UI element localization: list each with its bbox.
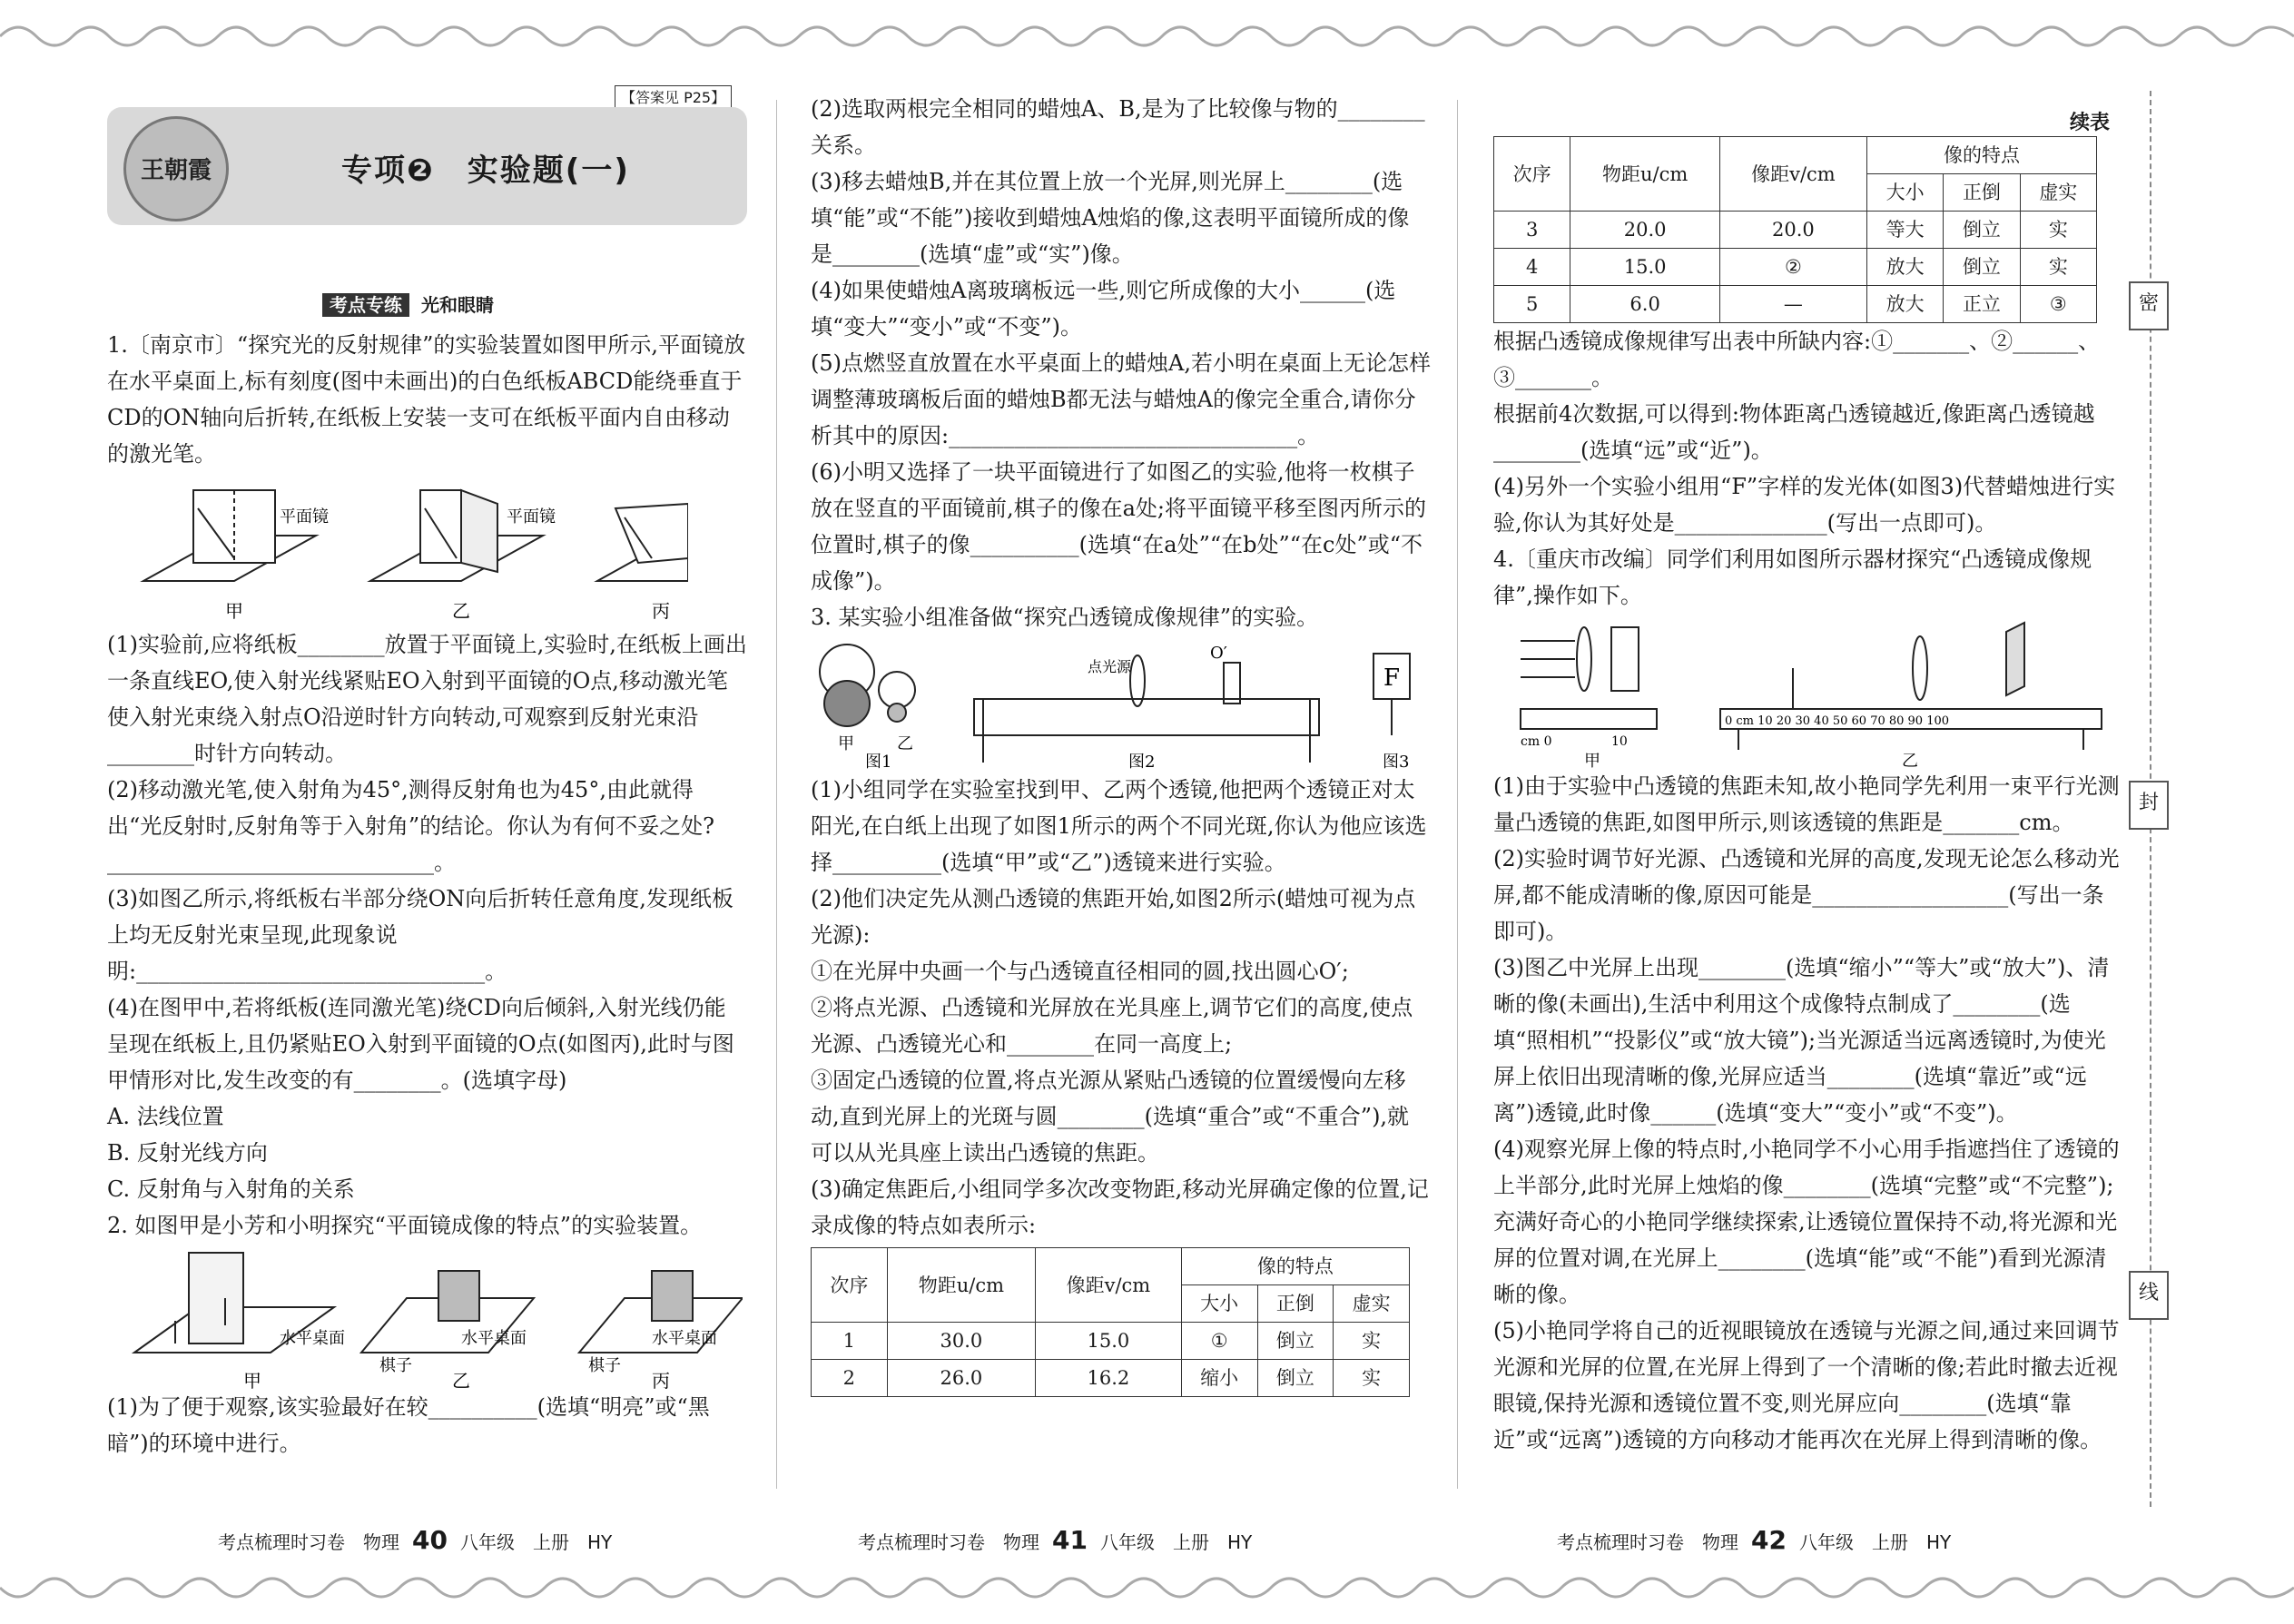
fig2-caption-c: 丙 — [652, 1370, 670, 1389]
question-2-part-6: (6)小明又选择了一块平面镜进行了如图乙的实验,他将一枚棋子放在竖直的平面镜前,棋子的像在a处;将平面镜平移至图丙所示的位置时,棋子的像__________(选填“在a处”“在b处”“在c处”或“不成像”)。 — [811, 459, 1427, 594]
footer-page-42: 考点梳理时习卷 物理 42 八年级 上册 HY — [1557, 1525, 1952, 1555]
fig-lens-label-b: 乙 — [897, 734, 913, 753]
fig-point-source-label: 点光源 — [1088, 658, 1132, 675]
th-order: 次序 — [812, 1248, 888, 1323]
table-row: 5 6.0 — 放大 正立 ③ — [1494, 286, 2097, 323]
column-page-40 — [107, 327, 747, 1462]
table-row: 3 20.0 20.0 等大 倒立 实 — [1494, 212, 2097, 249]
continued-table-title: 续表 — [2070, 111, 2111, 134]
fig-scale-a: cm 0 — [1521, 734, 1552, 749]
th-orientation: 正倒 — [1257, 1285, 1334, 1323]
fig-scale-c: 0 cm 10 20 30 40 50 60 70 80 90 100 — [1725, 714, 1950, 728]
th-object-distance: 物距u/cm — [887, 1248, 1035, 1323]
publisher-seal-logo: 王朝霞 — [123, 116, 229, 221]
option-b: B. 反射光线方向 — [107, 1140, 268, 1166]
question-3-stem: 3. 某实验小组准备做“探究凸透镜成像规律”的实验。 — [811, 605, 1319, 630]
th-real-virtual: 虚实 — [2020, 174, 2096, 212]
section-banner — [107, 107, 747, 225]
table-row: 4 15.0 ② 放大 倒立 实 — [1494, 249, 2097, 286]
question-2-part-2: (2)选取两根完全相同的蜡烛A、B,是为了比较像与物的________关系。 — [811, 96, 1425, 158]
fig-caption-b: 乙 — [1902, 752, 1918, 768]
fig1-mirror-label-b: 平面镜 — [507, 507, 556, 527]
topic-name: 光和眼睛 — [420, 294, 494, 316]
th-orientation: 正倒 — [1944, 174, 2020, 212]
footer-page-41: 考点梳理时习卷 物理 41 八年级 上册 HY — [858, 1525, 1253, 1555]
fig2-table-label-a: 水平桌面 — [280, 1329, 345, 1348]
question-1-part-4: (4)在图甲中,若将纸板(连同激光笔)绕CD向后倾斜,入射光线仍能呈现在纸板上,且仍紧贴EO入射到平面镜的O点(如图丙),此时与图甲情形对比,发生改变的有________。(选填字母) — [107, 995, 734, 1093]
th-real-virtual: 虚实 — [1334, 1285, 1410, 1323]
imaging-table — [811, 1247, 1410, 1397]
fig1-mirror-label-a: 平面镜 — [280, 507, 329, 527]
th-size: 大小 — [1866, 174, 1943, 212]
question-3-fill-table: 根据凸透镜成像规律写出表中所缺内容:①_______、②______、③_______。 — [1493, 329, 2101, 390]
th-image-features: 像的特点 — [1181, 1248, 1409, 1285]
question-3-part-1: (1)小组同学在实验室找到甲、乙两个透镜,他把两个透镜正对太阳光,在白纸上出现了如图1所示的两个不同光斑,你认为他应该选择__________(选填“甲”或“乙”)透镜来进行实验。 — [811, 777, 1427, 875]
question-2-stem: 2. 如图甲是小芳和小明探究“平面镜成像的特点”的实验装置。 — [107, 1213, 703, 1238]
question-4-part-2: (2)实验时调节好光源、凸透镜和光屏的高度,发现无论怎么移动光屏,都不能成清晰的像,原因可能是__________________(写出一条即可)。 — [1493, 846, 2120, 944]
imaging-table-continued — [1493, 136, 2097, 323]
question-2-part-3: (3)移去蜡烛B,并在其位置上放一个光屏,则光屏上________(选填“能”或“不能”)接收到蜡烛A烛焰的像,这表明平面镜所成的像是________(选填“虚”或“实”)像。 — [811, 169, 1410, 267]
fig2-table-label-c: 水平桌面 — [652, 1329, 717, 1348]
fig2-table-label-b: 水平桌面 — [461, 1329, 527, 1348]
fig1-caption-a: 甲 — [225, 600, 243, 622]
fig-center-label: O′ — [1210, 644, 1227, 663]
fig-scale-b: 10 — [1611, 734, 1628, 749]
question-2-part-1: (1)为了便于观察,该实验最好在较__________(选填“明亮”或“黑暗”)的环境中进行。 — [107, 1394, 710, 1456]
wavy-border-bottom — [0, 1560, 2294, 1624]
column-page-41 — [811, 91, 1431, 1397]
question-4-part-3: (3)图乙中光屏上出现________(选填“缩小”“等大”或“放大”)、清晰的像(未画出),生活中利用这个成像特点制成了________(选填“照相机”“投影仪”或“放大镜”);当光源适当远离透镜时,为使光屏上依旧出现清晰的像,光屏应适当________(选填“靠近”或“远离”)透镜,此时像______(选填“变大”“变小”或“不变”)。 — [1493, 955, 2110, 1126]
question-4-part-1: (1)由于实验中凸透镜的焦距未知,故小艳同学先利用一束平行光测量凸透镜的焦距,如图甲所示,则该透镜的焦距是_______cm。 — [1493, 773, 2120, 835]
fig-caption-1: 图1 — [865, 753, 892, 772]
fig2-chess-label-c: 棋子 — [588, 1356, 621, 1375]
question-3-part-3: (3)确定焦距后,小组同学多次改变物距,移动光屏确定像的位置,记录成像的特点如表所示: — [811, 1176, 1429, 1238]
column-divider — [1457, 100, 1458, 1489]
optical-bench-figure — [1493, 614, 2120, 768]
column-page-42 — [1493, 136, 2120, 1458]
question-2-part-4: (4)如果使蜡烛A离玻璃板远一些,则它所成像的大小______(选填“变大”“变小”或“不变”)。 — [811, 278, 1396, 340]
column-divider — [776, 100, 777, 1489]
option-a: A. 法线位置 — [107, 1104, 224, 1129]
table-row: 1 30.0 15.0 ① 倒立 实 — [812, 1323, 1410, 1360]
question-1-part-1: (1)实验前,应将纸板________放置于平面镜上,实验时,在纸板上画出一条直线EO,使入射光线紧贴EO入射到平面镜的O点,移动激光笔使入射光束绕入射点O沿逆时针方向转动,可观察到反射光束沿________时针方向转动。 — [107, 632, 747, 766]
fig-caption-a: 甲 — [1584, 752, 1600, 768]
footer-page-40: 考点梳理时习卷 物理 40 八年级 上册 HY — [218, 1525, 613, 1555]
fig-f-letter: F — [1383, 664, 1401, 692]
fig2-caption-b: 乙 — [452, 1370, 470, 1389]
question-1-stem: 1.〔南京市〕“探究光的反射规律”的实验装置如图甲所示,平面镜放在水平桌面上,标有刻度(图中未画出)的白色纸板ABCD能绕垂直于CD的ON轴向后折转,在纸板上安装一支可在纸板平面内自由移动的激光笔。 — [107, 332, 746, 467]
seal-mark-2: 封 — [2129, 781, 2169, 830]
question-4-stem: 4.〔重庆市改编〕同学们利用如图所示器材探究“凸透镜成像规律”,操作如下。 — [1493, 546, 2092, 608]
fig2-chess-label-b: 棋子 — [379, 1356, 412, 1375]
fig1-caption-c: 丙 — [652, 600, 670, 622]
question-3-step-3: ③固定凸透镜的位置,将点光源从紧贴凸透镜的位置缓慢向左移动,直到光屏上的光斑与圆________(选填“重合”或“不重合”),就可以从光具座上读出凸透镜的焦距。 — [811, 1068, 1410, 1166]
topic-heading — [322, 290, 494, 317]
question-4-part-4: (4)观察光屏上像的特点时,小艳同学不小心用手指遮挡住了透镜的上半部分,此时光屏上烛焰的像________(选填“完整”或“不完整”);充满好奇心的小艳同学继续探索,让透镜位置保持不动,将光源和光屏的位置对调,在光屏上________(选填“能”或“不能”)看到光源清晰的像。 — [1493, 1137, 2120, 1307]
plane-mirror-apparatus-figure — [107, 1244, 743, 1389]
fig-lens-label-a: 甲 — [838, 734, 854, 753]
th-image-distance: 像距v/cm — [1036, 1248, 1182, 1323]
fig-caption-3: 图3 — [1383, 753, 1410, 772]
seal-mark-1: 密 — [2129, 281, 2169, 330]
option-c: C. 反射角与入射角的关系 — [107, 1176, 355, 1202]
question-3-conclusion: 根据前4次数据,可以得到:物体距离凸透镜越近,像距离凸透镜越________(选填“远”或“近”)。 — [1493, 401, 2095, 463]
question-2-part-5: (5)点燃竖直放置在水平桌面上的蜡烛A,若小明在桌面上无论怎样调整薄玻璃板后面的蜡烛B都无法与蜡烛A的像完全重合,请你分析其中的原因:________________________________。 — [811, 350, 1431, 448]
convex-lens-figures — [811, 635, 1431, 772]
answer-reference-tag: 【答案见 P25】 — [615, 85, 732, 108]
question-4-part-5: (5)小艳同学将自己的近视眼镜放在透镜与光源之间,通过来回调节光源和光屏的位置,在光屏上得到了一个清晰的像;若此时撤去近视眼镜,保持光源和透镜位置不变,则光屏应向________(选填“靠近”或“远离”)透镜的方向移动才能再次在光屏上得到清晰的像。 — [1493, 1318, 2120, 1452]
table-row: 2 26.0 16.2 缩小 倒立 实 — [812, 1360, 1410, 1397]
th-image-distance: 像距v/cm — [1719, 137, 1866, 212]
fig-caption-2: 图2 — [1128, 753, 1156, 772]
question-1-part-2: (2)移动激光笔,使入射角为45°,测得反射角也为45°,由此就得出“光反射时,反射角等于入射角”的结论。你认为有何不妥之处?______________________________。 — [107, 777, 715, 875]
th-object-distance: 物距u/cm — [1570, 137, 1720, 212]
th-order: 次序 — [1494, 137, 1570, 212]
question-1-part-3: (3)如图乙所示,将纸板右半部分绕ON向后折转任意角度,发现纸板上均无反射光束呈现,此现象说明:________________________________。 — [107, 886, 733, 984]
question-3-step-2: ②将点光源、凸透镜和光屏放在光具座上,调节它们的高度,使点光源、凸透镜光心和________在同一高度上; — [811, 995, 1413, 1057]
question-3-part-2: (2)他们决定先从测凸透镜的焦距开始,如图2所示(蜡烛可视为点光源): — [811, 886, 1416, 948]
reflection-apparatus-figure — [107, 472, 688, 626]
seal-mark-3: 线 — [2129, 1271, 2169, 1320]
th-image-features: 像的特点 — [1866, 137, 2096, 174]
fig2-caption-a: 甲 — [243, 1370, 261, 1389]
topic-tag: 考点专练 — [322, 293, 409, 317]
section-title: 专项❷ 实验题(一) — [341, 153, 630, 189]
wavy-border-top — [0, 0, 2294, 64]
fig1-caption-b: 乙 — [452, 600, 470, 622]
question-3-step-1: ①在光屏中央画一个与凸透镜直径相同的圆,找出圆心O′; — [811, 959, 1349, 984]
question-3-part-4: (4)另外一个实验小组用“F”字样的发光体(如图3)代替蜡烛进行实验,你认为其好处是______________(写出一点即可)。 — [1493, 474, 2116, 536]
th-size: 大小 — [1181, 1285, 1257, 1323]
